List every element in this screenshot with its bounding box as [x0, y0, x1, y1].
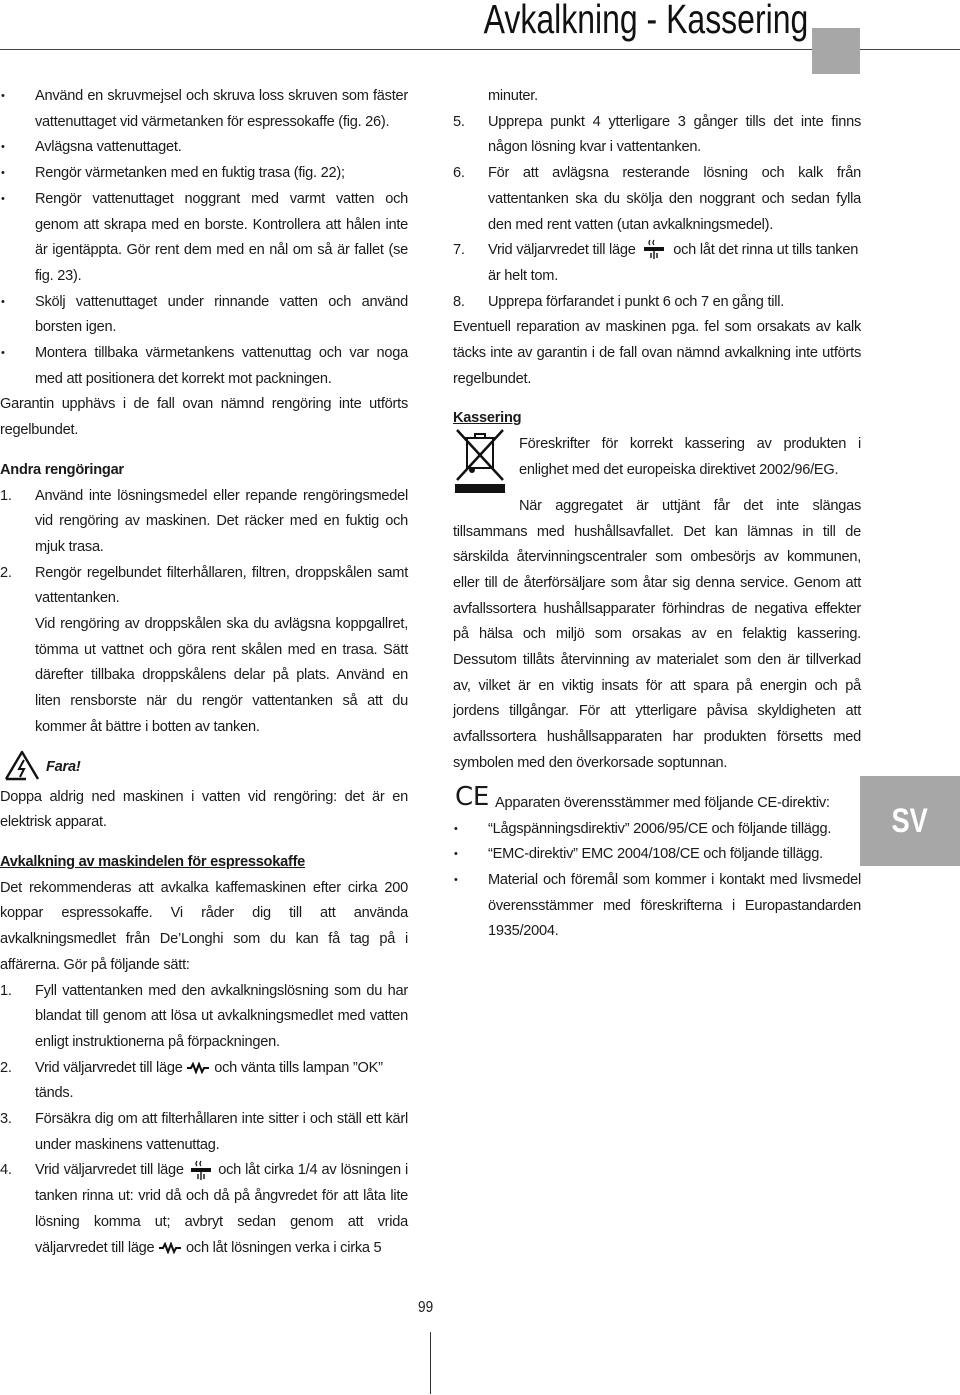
list-item [453, 110, 861, 161]
step-text: Upprepa punkt 4 ytterligare 3 gånger tills det inte finns någon lösning kvar i vattentanken. [488, 113, 861, 156]
step-number: 5. [453, 113, 465, 130]
list-item: • Rengör vattenuttaget noggrant med varmt vatten och genom att skrapa med en borste. Kontrollera att hålen inte är igentäppta. Gör rent dem med en nål om så är fallet (se fig. 23). [0, 187, 408, 290]
list-item [0, 1056, 408, 1107]
list-item: • Skölj vattenuttaget under rinnande vatten och använd borsten igen. [0, 290, 408, 341]
ce-mark: CE [455, 781, 490, 812]
step-text: Vrid väljarvredet till läge [35, 1162, 184, 1179]
steam-symbol-icon [186, 1062, 210, 1074]
item-text: Rengör regelbundet filterhållaren, filtren, droppskålen samt vattentanken. [35, 564, 408, 607]
hot-water-symbol-icon [188, 1160, 214, 1182]
list-item: • Rengör värmetanken med en fuktig trasa (fig. 22); [0, 161, 408, 187]
list-item [0, 1107, 408, 1158]
disposal-section [453, 406, 861, 776]
step-number: 2. [0, 1059, 12, 1076]
step-text: Vrid väljarvredet till läge [35, 1059, 183, 1076]
bottom-rule [430, 1332, 431, 1394]
step-number: 8. [453, 293, 465, 310]
repair-note: Eventuell reparation av maskinen pga. fel som orsakats av kalk täcks inte av garantin i de fall ovan nämnd avkalkning inte utförts regelbundet. [453, 319, 861, 387]
list-item [0, 484, 408, 561]
list-item [0, 1158, 408, 1261]
language-tab [860, 776, 960, 866]
step-number: 6. [453, 165, 465, 182]
descaling-steps [0, 979, 408, 1262]
language-tab-label: SV [891, 801, 929, 840]
item-text: Använd inte lösningsmedel eller repande rengöringsmedel vid rengöring av maskinen. Det räcker med en fuktig och mjuk trasa. [35, 487, 408, 555]
ce-directive-list [453, 817, 861, 946]
list-item: • Material och föremål som kommer i kontakt med livsmedel överensstämmer med föreskrifterna i Europastandarden 1935/2004. [453, 868, 861, 945]
step-text: Vrid väljarvredet till läge [488, 242, 636, 259]
list-item: • “EMC-direktiv” EMC 2004/108/CE och följande tillägg. [453, 842, 861, 868]
danger-text: Doppa aldrig ned maskinen i vatten vid rengöring: det är en elektrisk apparat. [0, 788, 408, 831]
danger-block [0, 755, 408, 785]
cleaning-bullet-list [0, 84, 408, 392]
hot-water-symbol-icon [639, 239, 669, 261]
item-extra-text: Vid rengöring av droppskålen ska du avlägsna koppgallret, tömma ut vattnet och göra rent skålen med en trasa. Sätt därefter tillbaka droppskålens delar på plats. Använd en liten rensborste när du rengör vattentanken så att du kommer åt bättre i botten av tanken. [35, 616, 408, 735]
danger-warning-icon [2, 749, 42, 781]
list-item: • “Lågspänningsdirektiv” 2006/95/CE och följande tillägg. [453, 817, 861, 843]
steam-symbol-icon [158, 1242, 182, 1254]
list-item: • Avlägsna vattenuttaget. [0, 135, 408, 161]
step-text: och låt lösningen verka i cirka 5 [186, 1239, 382, 1256]
ce-block [453, 781, 861, 817]
list-item [453, 238, 861, 289]
list-item [0, 561, 408, 741]
list-item: • Montera tillbaka värmetankens vattenuttag och var noga med att positionera det korrekt mot packningen. [0, 341, 408, 392]
warranty-note: Garantin upphävs i de fall ovan nämnd rengöring inte utförts regelbundet. [0, 396, 408, 439]
list-item [453, 290, 861, 316]
step-number: 7. [453, 242, 465, 259]
descaling-intro: Det rekommenderas att avkalka kaffemaskinen efter cirka 200 koppar espressokaffe. Vi råder dig till att använda avkalkningsmedlet från De’Longhi som du kan få tag på i affärerna. Gör på följande sätt: [0, 879, 408, 973]
list-item [453, 161, 861, 238]
header-gray-box [812, 28, 860, 74]
page-header-title: Avkalkning - Kassering [483, 0, 808, 42]
step-text: och låt cirka 1/4 av lösningen i tanken rinna ut: vrid då och då på ångvredet för att låta lite lösning komma ut; avbryt sedan genom att vrida väljarvredet till läge [35, 1162, 409, 1256]
step-number: 4. [0, 1162, 12, 1179]
ce-text: Apparaten överensstämmer med följande CE-direktiv: [495, 794, 830, 811]
left-column [0, 84, 408, 1261]
descaling-steps-continued [453, 110, 861, 316]
step-number: 3. [0, 1111, 12, 1128]
disposal-rules: Föreskrifter för korrekt kassering av produkten i enlighet med det europeiska direktivet 2002/96/EG. [519, 436, 861, 479]
disposal-heading: Kassering [453, 410, 522, 427]
page-number: 99 [418, 1299, 434, 1316]
descaling-heading: Avkalkning av maskindelen för espressokaffe [0, 853, 306, 870]
right-column [453, 84, 861, 945]
list-item: • Använd en skruvmejsel och skruva loss skruven som fäster vattenuttaget vid värmetanken för espressokaffe (fig. 26). [0, 84, 408, 135]
step-text: För att avlägsna resterande lösning och kalk från vattentanken ska du skölja den noggrant och sedan fylla den med rent vatten (utan avkalkningsmedel). [488, 165, 861, 233]
step-text: och vänta tills lampan ”OK” tänds. [35, 1059, 383, 1102]
item-number: 2. [0, 564, 12, 581]
step-text: Upprepa förfarandet i punkt 6 och 7 en gång till. [488, 293, 785, 310]
step-text: Försäkra dig om att filterhållaren inte sitter i och ställ ett kärl under maskinens vattenuttag. [35, 1111, 408, 1153]
other-cleaning-heading: Andra rengöringar [0, 461, 124, 478]
continued-text: minuter. [488, 88, 538, 104]
item-number: 1. [0, 487, 12, 504]
crossed-bin-icon [455, 426, 505, 494]
step-number: 1. [0, 982, 12, 999]
danger-label: Fara! [46, 758, 81, 775]
disposal-text: När aggregatet är uttjänt får det inte slängas tillsammans med hushållsavfallet. Det kan lämnas in till de särskilda återvinningscentraler som ombesörjs av kommunen, eller till de återförsäljare som åtar sig denna service. Genom att avfallssortera hushållsapparater förhindras de negativa effekter på hälsa och miljö som orsakas av en felaktig kassering. Dessutom tillåts återvinning av materialet som den är tillverkad av, vilket är en viktig insats för att spara på energin och på jordens tillgångar. För att ytterligare påvisa skyldigheten att avfallssortera hushållsapparaten har produkten försetts med symbolen med den överkorsade soptunnan. [453, 497, 861, 771]
step-text: Fyll vattentanken med den avkalkningslösning som du har blandat till genom att lösa ut avkalkningsmedlet med vatten enligt instruktionerna på förpackningen. [35, 982, 408, 1050]
other-cleaning-list [0, 484, 408, 741]
list-item [0, 979, 408, 1056]
step-text: och låt det rinna ut tills tanken är helt tom. [488, 242, 859, 284]
